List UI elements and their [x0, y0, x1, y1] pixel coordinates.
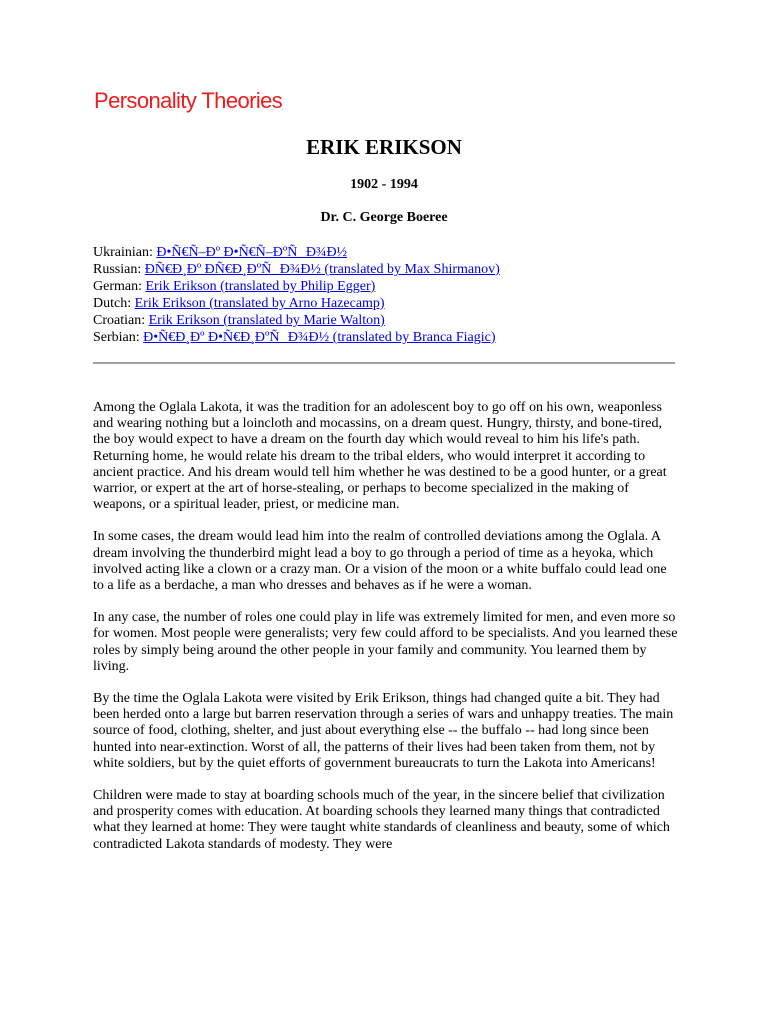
paragraph: By the time the Oglala Lakota were visited by Erik Erikson, things had changed quite a bit. They had been herded onto a large but barren reservation through a series of wars and unhappy treaties. The main source of food, clothing, shelter, and just about everything else -- the buffalo -- had long since been hunted into near-extinction. Worst of all, the patterns of their lives had been taken from them, not by white soldiers, but by the quiet efforts of government bureaucrats to turn the Lakota into Americans! [93, 691, 674, 771]
translation-serbian [93, 329, 500, 346]
paragraph: In any case, the number of roles one could play in life was extremely limited for men, and even more so for women. Most people were generalists; very few could afford to be specialists. And you learned these roles by simply being around the other people in your family and community. You learned them by living. [93, 610, 678, 674]
translation-dutch [93, 295, 500, 312]
translation-language: German: [93, 279, 142, 294]
paragraph: Children were made to stay at boarding schools much of the year, in the sincere belief that civilization and prosperity comes with education. At boarding schools they learned many things that contradicted what they learned at home: They were taught white standards of cleanliness and beauty, some of which contradicted Lakota standards of modesty. They were [93, 788, 670, 852]
author-name: Dr. C. George Boeree [320, 210, 448, 225]
translation-link-german[interactable]: Erik Erikson (translated by Philip Egger) [145, 279, 376, 294]
translation-language: Serbian: [93, 330, 140, 345]
translation-link-serbian[interactable]: Ð•Ñ€Ð¸Ðº Ð•Ñ€Ð¸ÐºÑÐ¾Ð½ (translated by Branca Fiagic) [143, 330, 496, 345]
translation-link-ukrainian[interactable]: Ð•Ñ€Ñ–Ðº Ð•Ñ€Ñ–ÐºÑÐ¾Ð½ [156, 245, 348, 260]
life-years: 1902 - 1994 [350, 177, 418, 192]
translation-russian [93, 261, 500, 278]
section-divider [93, 362, 675, 364]
translation-language: Dutch: [93, 296, 132, 311]
paragraph: Among the Oglala Lakota, it was the tradition for an adolescent boy to go off on his own, weaponless and wearing nothing but a loincloth and mocassins, on a dream quest. Hungry, thirsty, and bone-tired, the boy would expect to have a dream on the fourth day which would reveal to him his life's path. Returning home, he would relate his dream to the tribal elders, who would interpret it according to ancient practice. And his dream would tell him whether he was destined to be a good hunter, or a great warrior, or expert at the art of horse-stealing, or perhaps to become specialized in the making of weapons, or a spiritual leader, priest, or medicine man. [93, 400, 667, 513]
translation-link-dutch[interactable]: Erik Erikson (translated by Arno Hazecamp) [134, 296, 385, 311]
translation-german [93, 278, 500, 295]
article-body [93, 400, 678, 869]
paragraph: In some cases, the dream would lead him into the realm of controlled deviations among the Oglala. A dream involving the thunderbird might lead a boy to go through a period of time as a heyoka, which involved acting like a clown or a crazy man. Or a vision of the moon or a white buffalo could lead one to a life as a berdache, a man who dresses and behaves as if he were a woman. [93, 529, 667, 594]
translation-link-croatian[interactable]: Erik Erikson (translated by Marie Walton) [148, 313, 385, 328]
translation-ukrainian [93, 244, 500, 261]
translations-list [93, 244, 500, 346]
translation-language: Ukrainian: [93, 245, 153, 260]
translation-link-russian[interactable]: ÐÑ€Ð¸Ðº ÐÑ€Ð¸ÐºÑÐ¾Ð½ (translated by Max Shirmanov) [144, 262, 500, 277]
translation-croatian [93, 312, 500, 329]
translation-language: Russian: [93, 262, 142, 277]
page-title: ERIK ERIKSON [306, 135, 462, 159]
translation-language: Croatian: [93, 313, 146, 328]
brand-title: Personality Theories [94, 88, 283, 113]
